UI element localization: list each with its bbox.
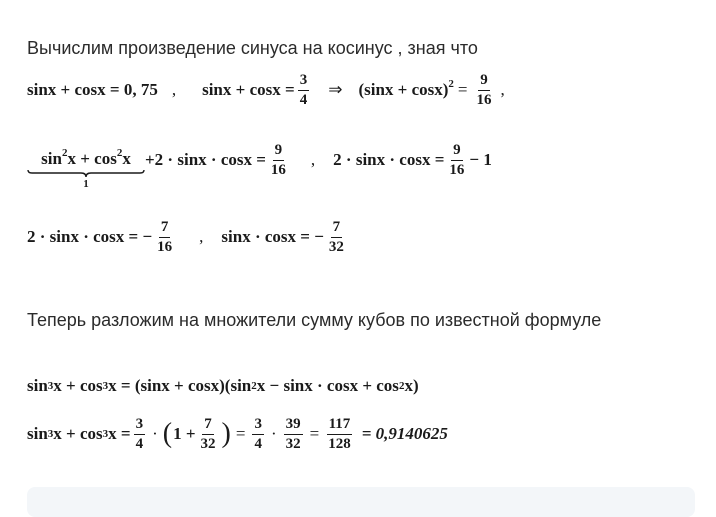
equation-line-1	[27, 70, 509, 110]
underbrace-icon	[27, 169, 145, 178]
squared-sum	[358, 80, 453, 100]
numerator: 3	[252, 417, 264, 435]
fraction-9-16	[269, 143, 288, 178]
numerator: 3	[298, 73, 310, 91]
denominator: 16	[449, 161, 465, 178]
squared-sum-base: (sinx + cosx)	[358, 80, 449, 99]
exponent: 2	[116, 147, 123, 159]
fraction-9-16-b	[447, 143, 466, 178]
implies-arrow: ⇒	[328, 80, 343, 99]
denominator: 4	[299, 91, 308, 108]
underbrace-label: 1	[83, 178, 89, 190]
pythagorean-identity	[27, 149, 145, 190]
fraction-3-4	[298, 73, 310, 108]
equals-sign: =	[309, 424, 320, 443]
intro-text: Вычислим произведение синуса на косинус , зная что	[27, 38, 478, 58]
separator: ,	[500, 80, 505, 99]
numerator: 9	[478, 73, 490, 91]
denominator: 4	[135, 435, 144, 452]
double-product-lhs: +2 · sinx · cosx =	[145, 150, 266, 169]
fraction-117-128	[326, 417, 353, 452]
numerator: 7	[331, 220, 343, 238]
dot-operator: ·	[152, 424, 158, 443]
line-2-rest	[145, 140, 492, 180]
separator: ,	[199, 227, 204, 246]
fraction-7-16	[155, 220, 174, 255]
denominator: 32	[328, 238, 344, 255]
denominator: 128	[328, 435, 351, 452]
fraction-9-16	[475, 73, 494, 108]
denominator: 32	[200, 435, 216, 452]
final-answer: = 0,9140625	[361, 424, 448, 443]
separator: ,	[171, 80, 177, 99]
minus-one: − 1	[469, 150, 492, 169]
denominator: 32	[285, 435, 301, 452]
denominator: 16	[476, 91, 492, 108]
second-text: Теперь разложим на множители сумму кубов по известной формуле	[27, 310, 602, 330]
close-paren: )	[221, 418, 231, 449]
cubes-computation: sin 3 x + cos 3 x = $\frac{3}{4}$ · ( 1 + $\frac{7}{32}$ ) = $\frac{3}{4}$ · $\frac{39}{32}$ = $\frac{117}{128}$ = 0,9140625	[27, 415, 448, 452]
formula-part: x = (sinx + cosx)(sin	[108, 376, 252, 395]
numerator: 7	[159, 220, 171, 238]
numerator: 7	[202, 417, 214, 435]
fraction-3-4-b	[252, 417, 264, 452]
denominator: 16	[270, 161, 286, 178]
equals-sign: =	[235, 424, 246, 443]
fraction-39-32	[284, 417, 303, 452]
fraction-7-32	[199, 417, 218, 452]
numerator: 9	[451, 143, 463, 161]
cubes-formula: sin 3 x + cos 3 x = (sinx + cosx)(sin 2 x − sinx · cosx + cos 2 x)	[27, 376, 419, 395]
fraction-7-32	[327, 220, 346, 255]
one-plus: 1 +	[173, 424, 196, 443]
formula-part: sin	[27, 424, 48, 443]
bottom-panel	[27, 487, 695, 517]
equation-line-3	[27, 217, 349, 257]
formula-part: x =	[108, 424, 131, 443]
product-result-lhs: sinx · cosx = −	[221, 227, 324, 246]
x-text: x	[122, 149, 131, 168]
fraction-3-4	[134, 417, 146, 452]
formula-part: x)	[404, 376, 419, 395]
denominator: 4	[254, 435, 262, 452]
double-product-lhs-2: 2 · sinx · cosx =	[333, 150, 445, 169]
numerator: 3	[134, 417, 146, 435]
exponent: 2	[448, 78, 454, 90]
formula-part: x − sinx · cosx + cos	[256, 376, 399, 395]
numerator: 9	[273, 143, 285, 161]
formula-part: x + cos	[53, 424, 103, 443]
given-sum-decimal: sinx + cosx = 0, 75	[27, 80, 158, 99]
equals-sign: =	[457, 80, 468, 99]
numerator: 117	[327, 417, 353, 435]
cos-text: x + cos	[67, 149, 117, 168]
identity-expression	[41, 149, 131, 169]
numerator: 39	[284, 417, 303, 435]
formula-part: x + cos	[53, 376, 103, 395]
given-sum-lhs: sinx + cosx =	[202, 80, 295, 99]
open-paren: (	[162, 418, 173, 449]
equation-line-2	[27, 140, 492, 190]
separator: ,	[310, 150, 316, 169]
exponent: 2	[61, 147, 68, 159]
dot-operator: ·	[270, 424, 277, 443]
sin-text: sin	[41, 149, 62, 168]
double-product-result-lhs: 2 · sinx · cosx = −	[27, 227, 153, 246]
denominator: 16	[157, 238, 173, 255]
formula-part: sin	[27, 376, 48, 395]
